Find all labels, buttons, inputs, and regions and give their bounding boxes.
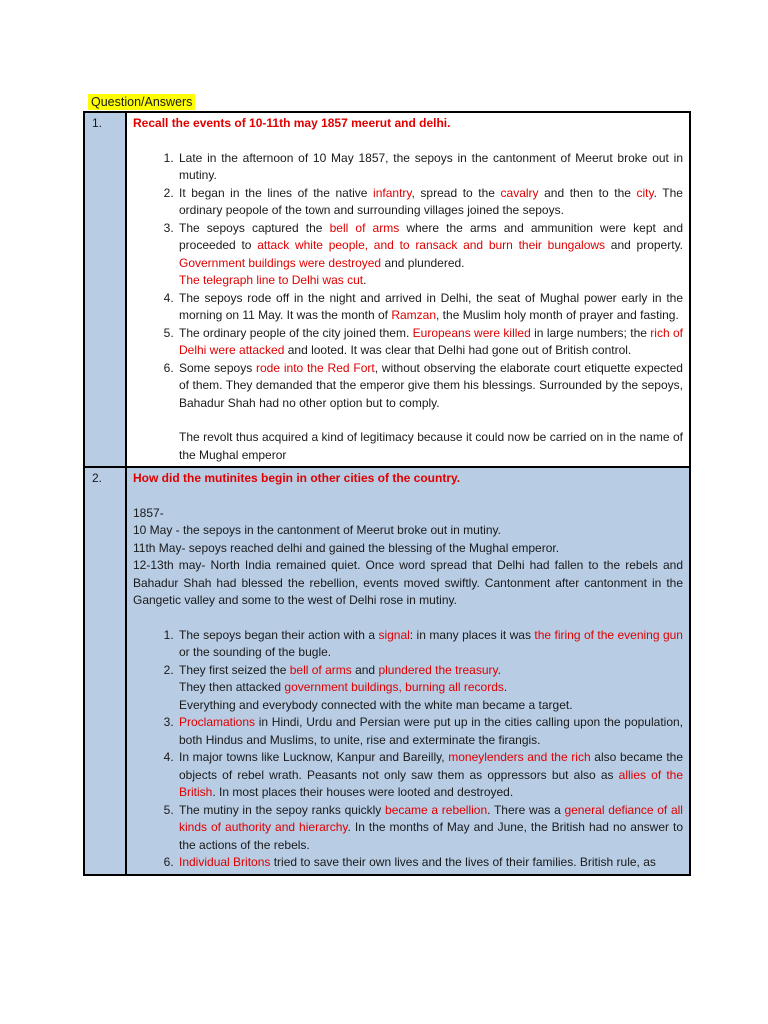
- timeline-line: 11th May- sepoys reached delhi and gained the blessing of the Mughal emperor.: [133, 540, 560, 555]
- list-item: [177, 714, 683, 749]
- highlighted-text: cavalry: [500, 185, 539, 200]
- question-text: Recall the events of 10-11th may 1857 meerut and delhi.: [133, 116, 451, 130]
- answer-text: The sepoys rode off in the night and arrived in Delhi, the seat of Mughal power early in the morning on 11 May. It was the month of: [179, 290, 683, 322]
- answer-text: in large numbers; the: [530, 325, 651, 340]
- list-item: [177, 290, 683, 325]
- highlighted-text: The telegraph line to Delhi was cut: [179, 273, 364, 287]
- section-header: Question/Answers: [88, 94, 195, 110]
- highlighted-text: plundered the treasury: [378, 662, 498, 677]
- answer-text: and property.: [605, 238, 684, 252]
- answer-cell: [126, 467, 690, 875]
- answer-text: and: [351, 662, 379, 677]
- highlighted-text: Ramzan: [391, 308, 437, 322]
- highlighted-text: rich of Delhi were attacked: [179, 325, 683, 357]
- answer-text: and then to the: [538, 185, 637, 200]
- answer-text: and plundered.: [381, 255, 465, 270]
- answer-text: , without observing the elaborate court etiquette expected of them. They demanded that the emperor give them his blessings. Surrounded by the sepoys, Bahadur Shah had no other option but to comply.: [179, 360, 683, 410]
- question-text: How did the mutinites begin in other cities of the country.: [133, 471, 461, 485]
- answer-text: In major towns like Lucknow, Kanpur and Bareilly,: [179, 750, 449, 764]
- highlighted-text: Proclamations: [179, 715, 256, 729]
- answer-text: : in many places it was: [409, 627, 535, 642]
- highlighted-text: bell of arms: [329, 220, 400, 235]
- highlighted-text: attack white people, and to ransack and burn their bungalows: [257, 238, 606, 252]
- question-number: 1.: [84, 112, 126, 467]
- answer-text: , spread to the: [411, 185, 501, 200]
- answer-list: [133, 150, 683, 413]
- answer-text: .: [363, 273, 367, 287]
- answer-text: . In most places their houses were looted and destroyed.: [212, 785, 514, 799]
- list-item: [177, 220, 683, 290]
- list-item: [177, 802, 683, 855]
- timeline-paragraph: 12-13th may- North India remained quiet. Once word spread that Delhi had fallen to the rebels and Bahadur Shah had blessed the rebellion, events moved swiftly. Cantonment after cantonment in the Gangetic valley and some to the west of Delhi rose in mutiny.: [133, 558, 683, 607]
- qa-row: [84, 467, 690, 875]
- answer-list: [133, 627, 683, 872]
- answer-text: in Hindi, Urdu and Persian were put up in the cities calling upon the population, both Hindus and Muslims, to unite, rise and exterminate the firangis.: [179, 715, 683, 747]
- timeline-heading: 1857-: [133, 505, 164, 520]
- highlighted-text: signal: [378, 627, 410, 642]
- answer-text: The sepoys captured the: [179, 220, 330, 235]
- highlighted-text: the firing of the evening gun: [534, 627, 683, 642]
- highlighted-text: infantry: [373, 185, 412, 200]
- highlighted-text: allies of the British: [179, 767, 684, 799]
- answer-text: or the sounding of the bugle.: [179, 645, 332, 659]
- qa-row: [84, 112, 690, 467]
- list-item: [177, 662, 683, 715]
- highlighted-text: general defiance of all kinds of authority and hierarchy: [179, 802, 683, 834]
- answer-text: They then attacked: [179, 680, 285, 694]
- answer-text: also became the objects of rebel wrath. Peasants not only saw them as oppressors but also as: [179, 750, 684, 782]
- highlighted-text: became a rebellion: [385, 802, 488, 817]
- list-item: [177, 749, 683, 802]
- answer-text: tried to save their own lives and the lives of their families. British rule, as: [270, 855, 656, 869]
- list-item: [177, 325, 683, 360]
- list-item: [177, 150, 683, 185]
- answer-text: Late in the afternoon of 10 May 1857, the sepoys in the cantonment of Meerut broke out in mutiny.: [179, 150, 683, 182]
- closing-paragraph: The revolt thus acquired a kind of legitimacy because it could now be carried on in the name of the Mughal emperor: [179, 430, 683, 462]
- answer-text: The ordinary people of the city joined them.: [179, 325, 413, 340]
- answer-text: and looted. It was clear that Delhi had gone out of British control.: [284, 343, 632, 357]
- timeline-line: 10 May - the sepoys in the cantonment of Meerut broke out in mutiny.: [133, 523, 501, 537]
- answer-text: It began in the lines of the native: [179, 185, 374, 200]
- answer-text: .: [503, 680, 508, 694]
- qa-table: [83, 111, 691, 876]
- highlighted-text: Government buildings were destroyed: [179, 255, 382, 270]
- list-item: [177, 360, 683, 413]
- question-number: 2.: [84, 467, 126, 875]
- highlighted-text: Europeans were killed: [412, 325, 531, 340]
- answer-text: Everything and everybody connected with the white man became a target.: [179, 697, 573, 712]
- list-item: [177, 627, 683, 662]
- highlighted-text: moneylenders and the rich: [448, 750, 591, 764]
- answer-cell: [126, 112, 690, 467]
- answer-text: They first seized the: [179, 662, 290, 677]
- answer-text: The sepoys began their action with a: [179, 627, 379, 642]
- answer-text: . There was a: [487, 802, 565, 817]
- highlighted-text: city: [636, 185, 654, 200]
- highlighted-text: government buildings, burning all records: [284, 680, 504, 694]
- answer-text: . In the months of May and June, the British had no answer to the actions of the rebels.: [179, 820, 683, 852]
- list-item: [177, 185, 683, 220]
- highlighted-text: Individual Britons: [179, 855, 271, 869]
- answer-text: , the Muslim holy month of prayer and fasting.: [436, 308, 679, 322]
- answer-text: .: [497, 662, 501, 677]
- highlighted-text: rode into the Red Fort: [256, 360, 375, 375]
- answer-text: where the arms and ammunition were kept and proceeded to: [179, 220, 683, 252]
- answer-text: . The ordinary peopole of the town and surrounding villages joined the sepoys.: [179, 185, 683, 217]
- list-item: [177, 854, 683, 872]
- highlighted-text: bell of arms: [289, 662, 352, 677]
- answer-text: The mutiny in the sepoy ranks quickly: [179, 802, 386, 817]
- answer-text: Some sepoys: [179, 360, 257, 375]
